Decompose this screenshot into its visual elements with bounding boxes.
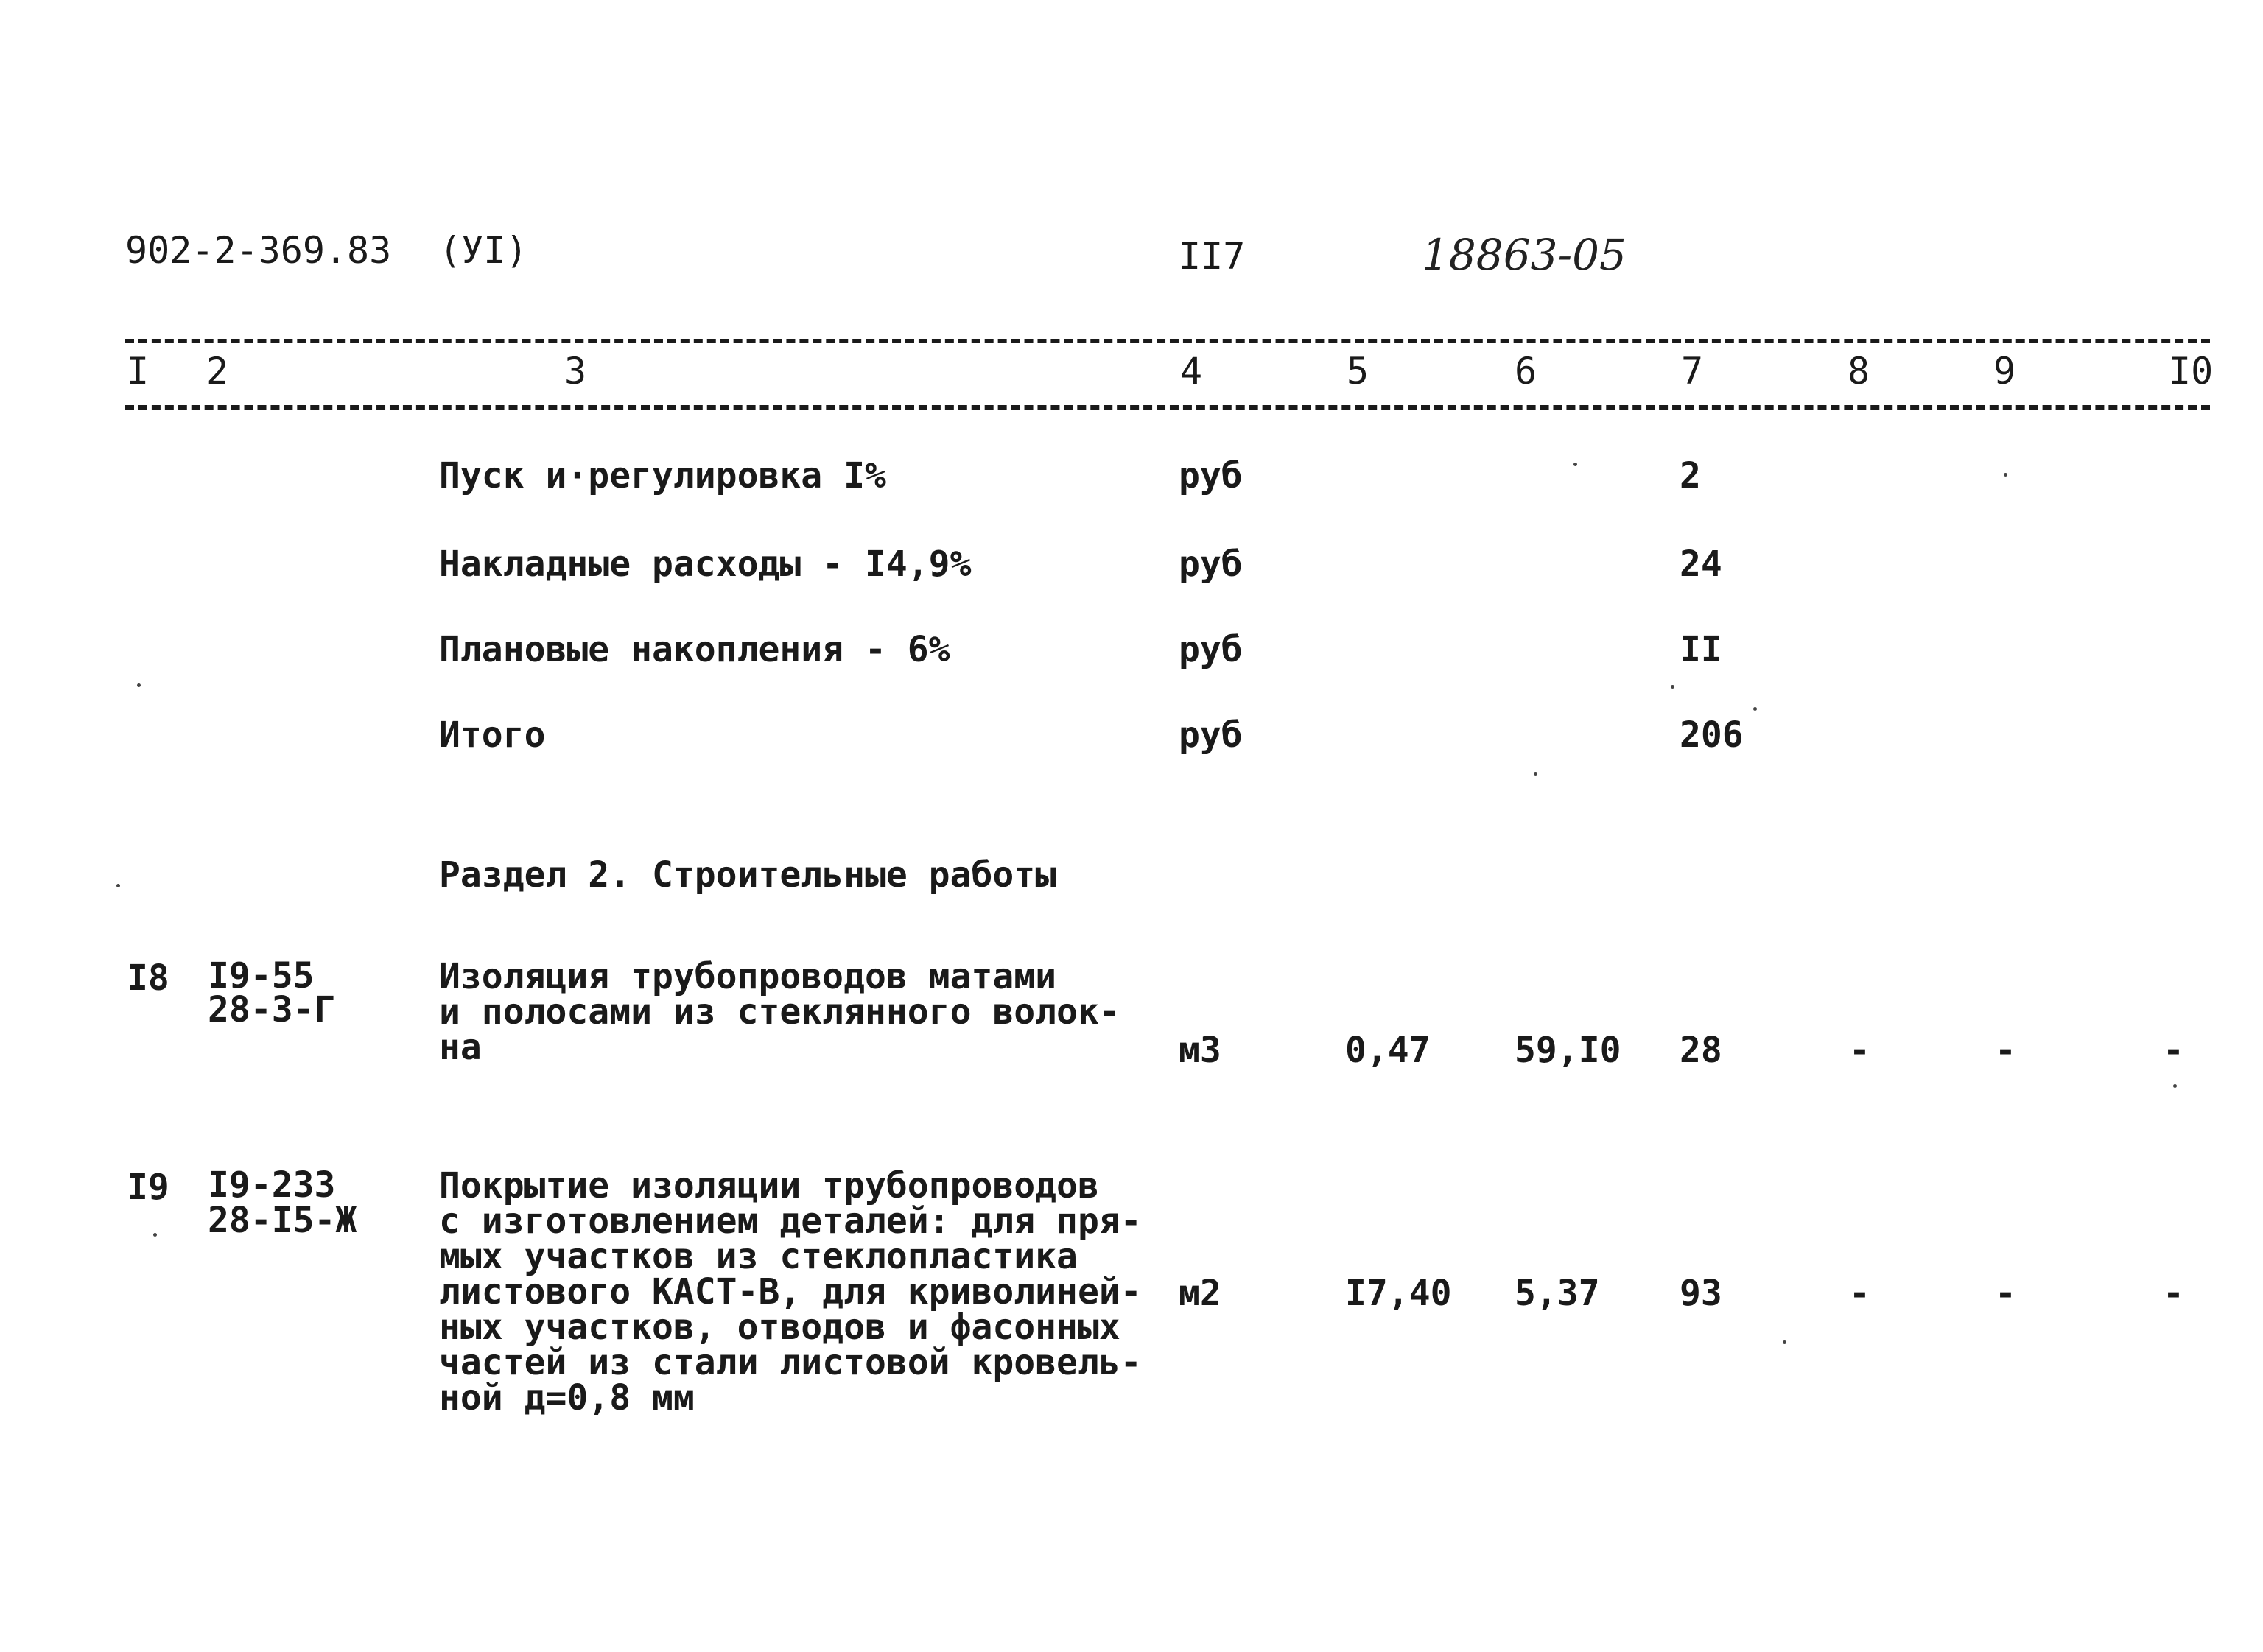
col-header-2: 2: [206, 350, 229, 393]
dashed-rule-bottom: [125, 405, 2210, 410]
doc-code: 902-2-369.83: [125, 229, 392, 272]
scan-speck: [1671, 685, 1674, 689]
scan-speck: [1534, 772, 1537, 776]
scan-speck: [1783, 1340, 1786, 1344]
section-title: Раздел 2. Строительные работы: [439, 854, 1057, 896]
col-header-6: 6: [1515, 350, 1537, 393]
summary-name: Накладные расходы - I4,9%: [439, 544, 972, 585]
summary-unit: руб: [1179, 455, 1243, 496]
item-number: I9: [127, 1167, 169, 1208]
handwritten-number: 18863-05: [1422, 230, 1627, 280]
item-unit: м3: [1179, 1030, 1221, 1071]
summary-name: Итого: [439, 714, 546, 756]
item-code-secondary: 28-I5-Ж: [208, 1200, 357, 1241]
scan-speck: [1753, 707, 1757, 711]
item-unit: м2: [1179, 1273, 1221, 1314]
col-header-5: 5: [1347, 350, 1369, 393]
summary-name: Плановые накопления - 6%: [439, 629, 950, 670]
scan-speck: [153, 1233, 157, 1237]
col-header-1: I: [127, 350, 150, 393]
item-description: Изоляция трубопроводов матами и полосами из стеклянного волок- на: [439, 956, 1120, 1068]
item-col8: -: [1849, 1030, 1870, 1071]
col-header-10: I0: [2169, 350, 2214, 393]
item-col8: -: [1849, 1273, 1870, 1314]
item-col9: -: [1995, 1273, 2016, 1314]
summary-total: 24: [1680, 544, 1722, 585]
summary-unit: руб: [1179, 629, 1243, 670]
col-header-4: 4: [1180, 350, 1203, 393]
item-quantity: I7,40: [1345, 1273, 1452, 1314]
summary-unit: руб: [1179, 544, 1243, 585]
summary-total: 2: [1680, 455, 1701, 496]
item-code-primary: I9-233: [208, 1164, 336, 1206]
item-cost: 28: [1680, 1030, 1722, 1071]
scan-speck: [1573, 463, 1577, 466]
item-code-primary: I9-55: [208, 955, 315, 997]
item-number: I8: [127, 957, 169, 999]
item-code-secondary: 28-3-Г: [208, 989, 336, 1030]
scan-speck: [116, 884, 120, 887]
item-quantity: 0,47: [1345, 1030, 1431, 1071]
summary-total: II: [1680, 629, 1722, 670]
scan-speck: [2004, 473, 2007, 477]
dashed-rule-top: [125, 339, 2210, 343]
scan-speck: [2173, 1084, 2177, 1088]
item-col10: -: [2163, 1030, 2184, 1071]
col-header-7: 7: [1681, 350, 1704, 393]
summary-name: Пуск и·регулировка I%: [439, 455, 886, 496]
item-col9: -: [1995, 1030, 2016, 1071]
item-description: Покрытие изоляции трубопроводов с изготовлением деталей: для пря- мых участков из стеклопластика листового КАСТ-В, для криволиней- ных участков, отводов и фасонных частей из стали листовой кровель- ной д=0,8 мм: [439, 1165, 1142, 1419]
item-unit-price: 59,I0: [1515, 1030, 1621, 1071]
page-number: II7: [1179, 235, 1246, 278]
col-header-3: 3: [564, 350, 587, 393]
summary-unit: руб: [1179, 714, 1243, 756]
col-header-9: 9: [1993, 350, 2016, 393]
item-col10: -: [2163, 1273, 2184, 1314]
scan-speck: [137, 683, 141, 687]
summary-total: 206: [1680, 714, 1744, 756]
section-code: (УI): [439, 229, 528, 272]
item-unit-price: 5,37: [1515, 1273, 1600, 1314]
item-cost: 93: [1680, 1273, 1722, 1314]
col-header-8: 8: [1848, 350, 1870, 393]
